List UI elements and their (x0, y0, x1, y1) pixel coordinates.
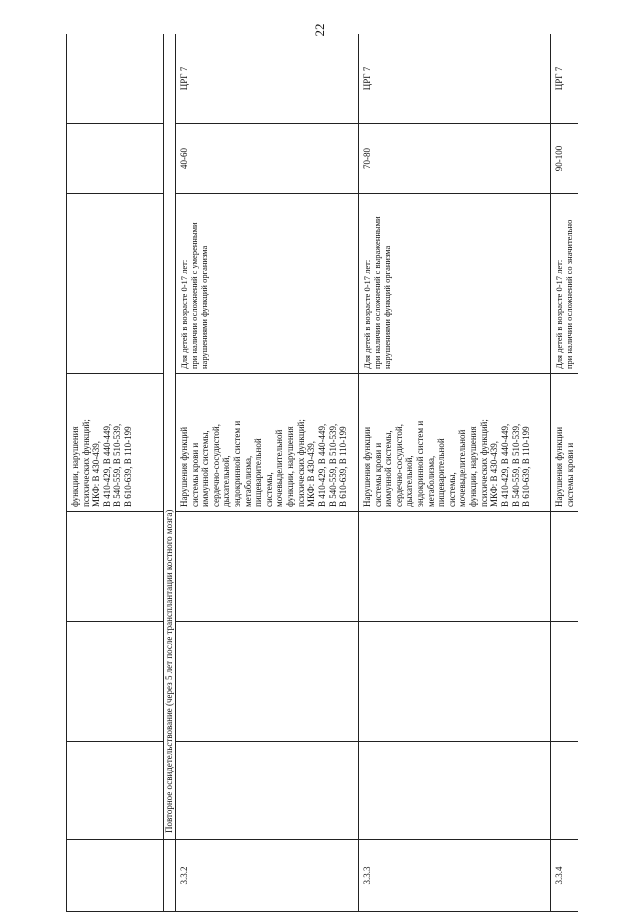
table-row-continuation (67, 34, 164, 912)
cell-empty (176, 622, 359, 742)
cell-num: 3.3.2 (176, 840, 359, 912)
cell-criteria: Для детей в возрасте 0-17 лет: при наличии осложнений с умеренными нарушениями функций организма (176, 194, 359, 374)
cell-empty (359, 512, 551, 622)
table-row-3-3-3 (359, 34, 551, 912)
section-heading-row (164, 34, 176, 912)
disability-criteria-table (66, 34, 578, 912)
cell-empty (67, 742, 164, 840)
rotated-table-container (66, 34, 578, 912)
cell-percent: 70-80 (359, 124, 551, 194)
cell-empty (359, 622, 551, 742)
cell-diagnosis: функции, нарушения психических функций; МКФ: В 430-439, В 410-429, В 440-449, В 540-559, В 510-539, В 610-639, В 110-199 (67, 374, 164, 512)
section-title: Повторное освидетельствование (через 5 лет после трансплантации костного мозга) (164, 34, 176, 840)
cell-percent: 90-100 (551, 124, 579, 194)
cell-empty (67, 622, 164, 742)
cell-diagnosis: Нарушения функций системы крови и иммунной системы, сердечно-сосудистой, дыхательной, эндокринной систем и метаболизма, пищеварительной системы, мочевыделительной функции, нарушения психических функций; МКФ: В 430-439, В 410-429, В 440-449, В 540-559, В 510-539, В 610-639, В 110-199 (176, 374, 359, 512)
cell-diagnosis: Нарушения функции системы крови и (551, 374, 579, 512)
cell-percent (67, 124, 164, 194)
cell-num: 3.3.3 (359, 840, 551, 912)
cell-num: 3.3.4 (551, 840, 579, 912)
cell-empty (551, 742, 579, 840)
cell-percent: 40-60 (176, 124, 359, 194)
page-number: 22 (312, 23, 327, 37)
table-row-3-3-2 (176, 34, 359, 912)
document-table-frame (66, 34, 578, 912)
cell-empty (551, 512, 579, 622)
cell-empty (164, 840, 176, 912)
cell-criteria: Для детей в возрасте 0-17 лет: при наличии осложнений со значительно (551, 194, 579, 374)
cell-empty (176, 742, 359, 840)
cell-num (67, 840, 164, 912)
cell-code: ЦРГ 7 (359, 34, 551, 124)
cell-empty (67, 512, 164, 622)
cell-code: ЦРГ 7 (551, 34, 579, 124)
cell-code (67, 34, 164, 124)
cell-empty (359, 742, 551, 840)
cell-diagnosis: Нарушения функции системы крови и иммунной системы, сердечно-сосудистой, дыхательной, эндокринной систем и метаболизма, пищеварительной системы, мочевыделительной функции, нарушения психических функций; МКФ: В 430-439, В 410-429, В 440-449, В 540-559, В 510-539, В 610-639, В 110-199 (359, 374, 551, 512)
cell-criteria (67, 194, 164, 374)
cell-empty (551, 622, 579, 742)
table-row-3-3-4 (551, 34, 579, 912)
cell-criteria: Для детей в возрасте 0-17 лет: при наличии осложнений с выраженными нарушениями функций организма (359, 194, 551, 374)
cell-empty (176, 512, 359, 622)
cell-code: ЦРГ 7 (176, 34, 359, 124)
